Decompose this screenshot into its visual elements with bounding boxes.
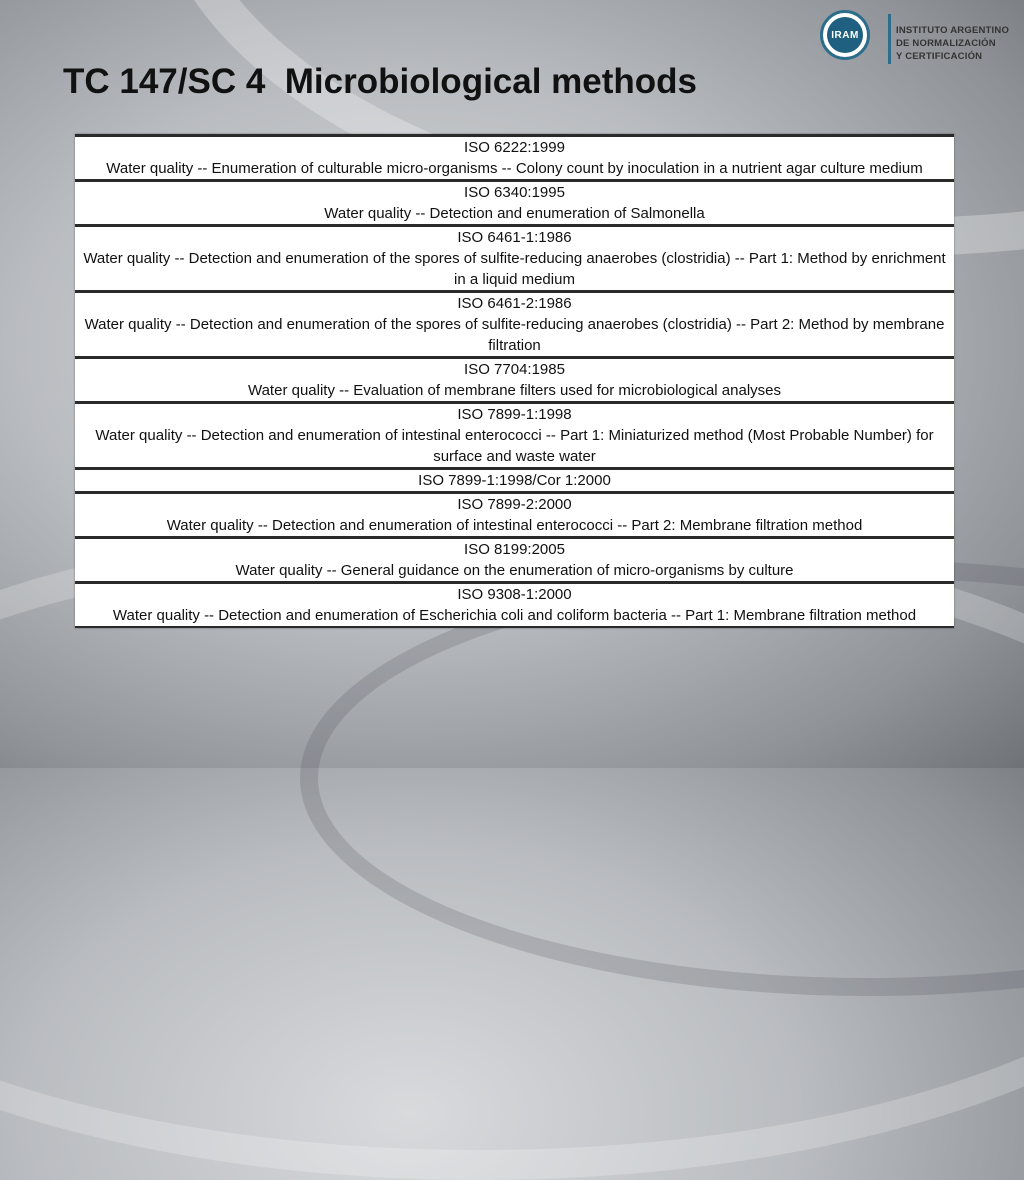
table-row xyxy=(75,137,954,179)
table-row xyxy=(75,494,954,536)
standard-code: ISO 7899-1:1998 xyxy=(457,406,572,423)
standard-code: ISO 6222:1999 xyxy=(464,139,565,156)
standard-code: ISO 9308-1:2000 xyxy=(457,586,572,603)
logo-line: Y CERTIFICACIÓN xyxy=(896,51,983,62)
standards-table xyxy=(75,134,954,628)
standard-description: Water quality -- Evaluation of membrane filters used for microbiological analyses xyxy=(247,382,781,399)
table-row xyxy=(75,293,954,356)
standard-description: Water quality -- Detection and enumeration of intestinal enterococci -- Part 1: Miniaturized method (Most Probable Number) for surface and waste water xyxy=(95,427,934,465)
standard-description: Water quality -- Detection and enumeration of Salmonella xyxy=(324,205,705,222)
iram-emblem-icon xyxy=(820,10,870,60)
standard-description: Water quality -- Detection and enumeration of the spores of sulfite-reducing anaerobes (clostridia) -- Part 1: Method by enrichment in a liquid medium xyxy=(83,250,946,288)
table-row xyxy=(75,404,954,467)
table-row xyxy=(75,584,954,626)
table-row xyxy=(75,227,954,290)
standard-code: ISO 6340:1995 xyxy=(464,184,565,201)
slide-title: TC 147/SC 4 Microbiological methods xyxy=(63,62,698,101)
standard-description: Water quality -- Detection and enumeration of the spores of sulfite-reducing anaerobes (clostridia) -- Part 2: Method by membrane filtration xyxy=(84,316,945,354)
logo-line: INSTITUTO ARGENTINO xyxy=(896,25,1010,36)
standard-description: Water quality -- General guidance on the enumeration of micro-organisms by culture xyxy=(235,562,794,579)
standard-description: Water quality -- Detection and enumeration of Escherichia coli and coliform bacteria -- Part 1: Membrane filtration method xyxy=(112,607,917,624)
iram-logo xyxy=(818,8,1018,68)
table-row xyxy=(75,359,954,401)
table-row xyxy=(75,182,954,224)
standard-code: ISO 7704:1985 xyxy=(464,361,565,378)
standard-code: ISO 6461-2:1986 xyxy=(457,295,572,312)
logo-text xyxy=(896,24,1009,63)
standard-description: Water quality -- Detection and enumeration of intestinal enterococci -- Part 2: Membrane filtration method xyxy=(166,517,863,534)
table-row xyxy=(75,470,954,491)
standard-code: ISO 8199:2005 xyxy=(464,541,565,558)
iram-emblem-text: IRAM xyxy=(827,17,863,53)
standard-code: ISO 6461-1:1986 xyxy=(457,229,572,246)
standard-code: ISO 7899-1:1998/Cor 1:2000 xyxy=(418,472,611,489)
logo-divider xyxy=(888,14,891,64)
standard-description: Water quality -- Enumeration of culturable micro-organisms -- Colony count by inoculation in a nutrient agar culture medium xyxy=(106,160,923,177)
logo-line: DE NORMALIZACIÓN xyxy=(896,38,996,49)
standard-code: ISO 7899-2:2000 xyxy=(457,496,572,513)
table-row xyxy=(75,539,954,581)
